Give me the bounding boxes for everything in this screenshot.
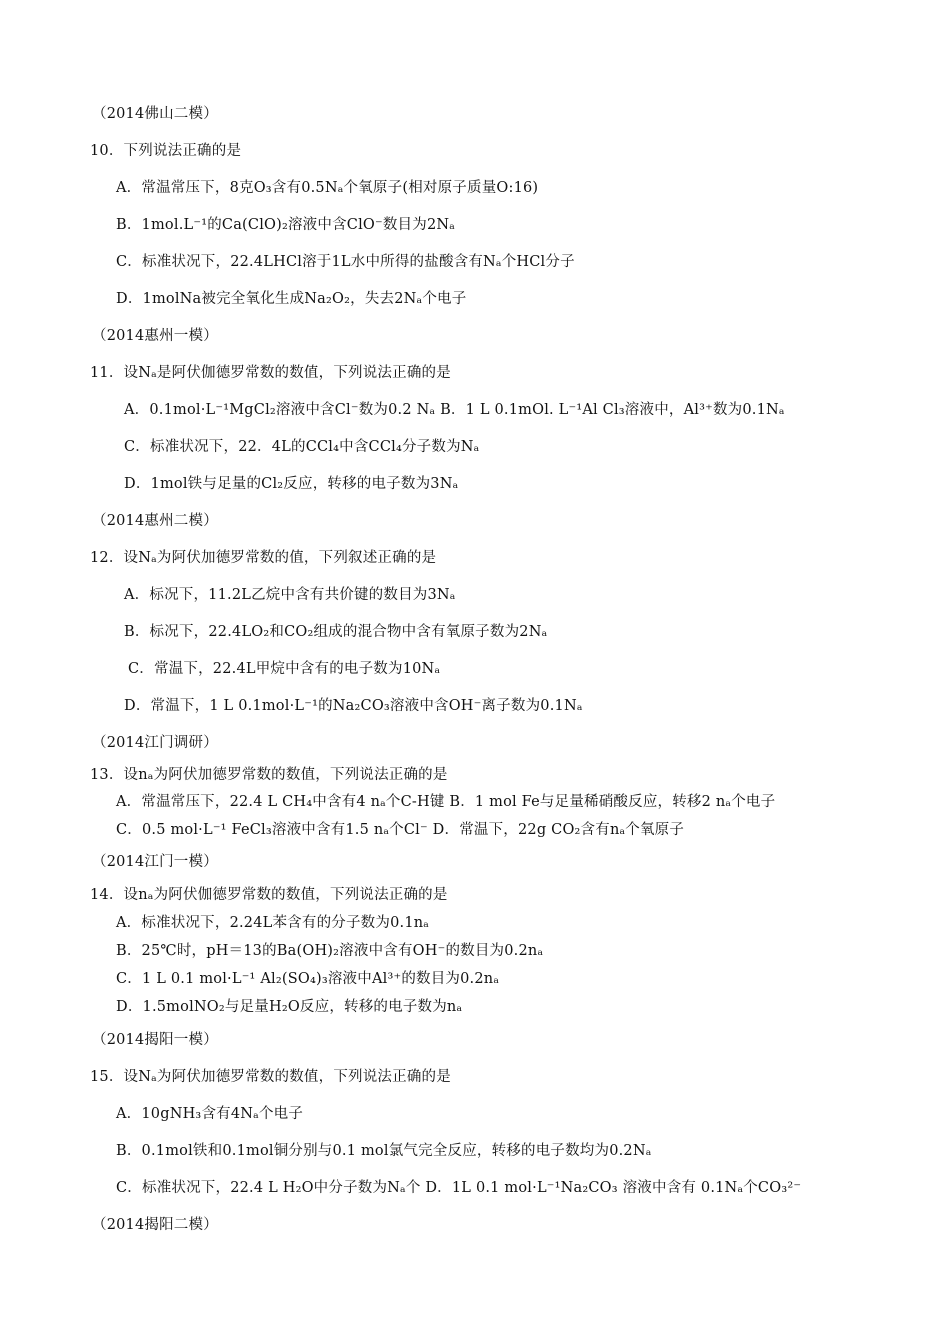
option-11-d: D．1mol铁与足量的Cl₂反应，转移的电子数为3Nₐ	[124, 476, 459, 492]
option-14-d: D．1.5molNO₂与足量H₂O反应，转移的电子数为nₐ	[116, 999, 463, 1015]
option-14-b: B．25℃时，pH＝13的Ba(OH)₂溶液中含有OH⁻的数目为0.2nₐ	[116, 943, 544, 959]
option-14-c: C．1 L 0.1 mol·L⁻¹ Al₂(SO₄)₃溶液中Al³⁺的数目为0.2nₐ	[116, 971, 500, 987]
option-10-b: B．1mol.L⁻¹的Ca(ClO)₂溶液中含ClO⁻数目为2Nₐ	[116, 217, 456, 233]
option-12-a: A．标况下，11.2L乙烷中含有共价键的数目为3Nₐ	[124, 587, 456, 603]
question-13: 13．设nₐ为阿伏加德罗常数的数值，下列说法正确的是	[90, 767, 448, 783]
option-15-a: A．10gNH₃含有4Nₐ个电子	[116, 1106, 304, 1122]
source-label: （2014佛山二模）	[92, 106, 218, 122]
source-label: （2014惠州一模）	[92, 328, 218, 344]
question-10: 10．下列说法正确的是	[90, 143, 242, 159]
source-label: （2014江门调研）	[92, 735, 218, 751]
option-14-a: A．标准状况下，2.24L苯含有的分子数为0.1nₐ	[116, 915, 430, 931]
source-label: （2014揭阳一模）	[92, 1032, 218, 1048]
question-12: 12．设Nₐ为阿伏加德罗常数的值，下列叙述正确的是	[90, 550, 437, 566]
option-15-cd: C．标准状况下，22.4 L H₂O中分子数为Nₐ个 D．1L 0.1 mol·L⁻¹Na₂CO₃ 溶液中含有 0.1Nₐ个CO₃²⁻	[116, 1180, 802, 1196]
question-15: 15．设Nₐ为阿伏加德罗常数的数值，下列说法正确的是	[90, 1069, 451, 1085]
option-10-c: C．标准状况下，22.4LHCl溶于1L水中所得的盐酸含有Nₐ个HCl分子	[116, 254, 575, 270]
option-12-c: C．常温下，22.4L甲烷中含有的电子数为10Nₐ	[128, 661, 441, 677]
option-11-c: C．标准状况下，22．4L的CCl₄中含CCl₄分子数为Nₐ	[124, 439, 480, 455]
source-label: （2014揭阳二模）	[92, 1217, 218, 1233]
option-11-ab: A．0.1mol·L⁻¹MgCl₂溶液中含Cl⁻数为0.2 Nₐ B．1 L 0.1mOl. L⁻¹Al Cl₃溶液中，Al³⁺数为0.1Nₐ	[124, 402, 785, 418]
option-10-a: A．常温常压下，8克O₃含有0.5Nₐ个氧原子(相对原子质量O:16)	[116, 180, 539, 196]
option-13-cd: C．0.5 mol·L⁻¹ FeCl₃溶液中含有1.5 nₐ个Cl⁻ D．常温下，22g CO₂含有nₐ个氧原子	[116, 822, 685, 838]
option-10-d: D．1molNa被完全氧化生成Na₂O₂，失去2Nₐ个电子	[116, 291, 467, 307]
source-label: （2014惠州二模）	[92, 513, 218, 529]
option-13-ab: A．常温常压下，22.4 L CH₄中含有4 nₐ个C-H键 B．1 mol Fe与足量稀硝酸反应，转移2 nₐ个电子	[116, 794, 776, 810]
option-12-d: D．常温下，1 L 0.1mol·L⁻¹的Na₂CO₃溶液中含OH⁻离子数为0.1Nₐ	[124, 698, 583, 714]
source-label: （2014江门一模）	[92, 854, 218, 870]
option-12-b: B．标况下，22.4LO₂和CO₂组成的混合物中含有氧原子数为2Nₐ	[124, 624, 548, 640]
question-11: 11．设Nₐ是阿伏伽德罗常数的数值，下列说法正确的是	[90, 365, 451, 381]
option-15-b: B．0.1mol铁和0.1mol铜分别与0.1 mol氯气完全反应，转移的电子数均为0.2Nₐ	[116, 1143, 652, 1159]
question-14: 14．设nₐ为阿伏伽德罗常数的数值，下列说法正确的是	[90, 887, 448, 903]
